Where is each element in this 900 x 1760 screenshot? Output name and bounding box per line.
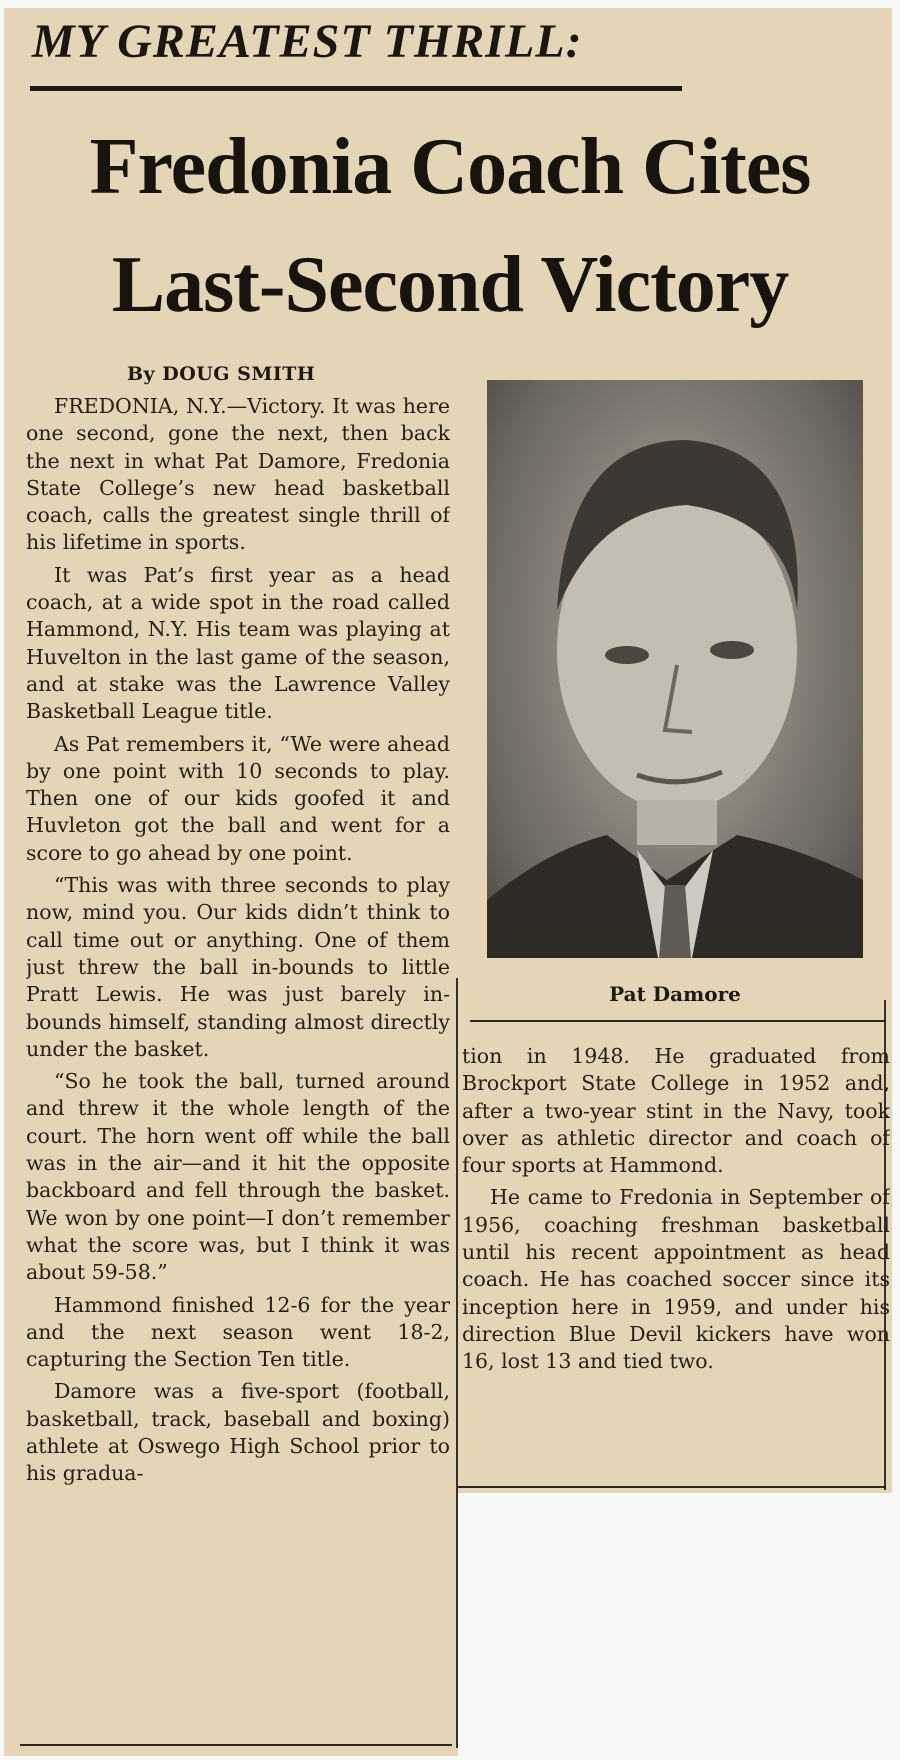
column-divider bbox=[456, 978, 458, 1748]
byline: By DOUG SMITH bbox=[127, 363, 316, 385]
kicker-underline bbox=[30, 86, 682, 91]
photo-caption: Pat Damore bbox=[609, 982, 741, 1006]
paragraph: He came to Fredonia in September of 1956, coaching freshman basketball until his recent appointment as head coach. He has coached soccer since its inception here in 1959, and under his direction Blue Devil kickers have won 16, lost 13 and tied two. bbox=[462, 1185, 890, 1374]
paragraph: Damore was a five-sport (football, basketball, track, baseball and boxing) athlete at Oswego High School prior to his gradua- bbox=[26, 1379, 450, 1486]
article-right-column bbox=[462, 1043, 890, 1479]
paragraph: “This was with three seconds to play now, mind you. Our kids didn’t think to call time out or anything. One of them just threw the ball in-bounds to little Pratt Lewis. He was just barely in-bounds himself, standing almost directly under the basket. bbox=[26, 873, 450, 1061]
column-end-rule bbox=[458, 1486, 886, 1488]
portrait-icon bbox=[487, 380, 863, 958]
paragraph: It was Pat’s first year as a head coach, at a wide spot in the road called Hammond, N.Y. His team was playing at Huvelton in the last game of the season, and at stake was the Lawrence Valley Basketball League title. bbox=[26, 562, 450, 724]
headline-line-1: Fredonia Coach Cites bbox=[89, 123, 811, 211]
paragraph: “So he took the ball, turned around and threw it the whole length of the court. The horn went off while the ball was in the air—and it hit the opposite backboard and fell through the basket. We won by one point—I don’t remember what the score was, but I think it was about 59-58.” bbox=[26, 1069, 450, 1285]
paragraph: As Pat remembers it, “We were ahead by one point with 10 seconds to play. Then one of our kids goofed it and Huvleton got the ball and went for a score to go ahead by one point. bbox=[26, 731, 450, 865]
bottom-rule bbox=[20, 1744, 452, 1746]
paragraph: tion in 1948. He graduated from Brockport State College in 1952 and, after a two-year stint in the Navy, took over as athletic director and coach of four sports at Hammond. bbox=[462, 1044, 890, 1178]
paragraph: FREDONIA, N.Y.—Victory. It was here one second, gone the next, then back the next in what Pat Damore, Fredonia State College’s new head basketball coach, calls the greatest single thrill of his lifetime in sports. bbox=[26, 394, 450, 555]
torn-corner-blank bbox=[458, 1493, 900, 1760]
section-kicker: MY GREATEST THRILL: bbox=[32, 15, 583, 68]
headline bbox=[20, 108, 880, 344]
paragraph: Hammond finished 12-6 for the year and the next season went 18-2, capturing the Section Ten title. bbox=[26, 1292, 450, 1372]
article-left-column bbox=[26, 393, 450, 1738]
headline-line-2: Last-Second Victory bbox=[111, 241, 789, 329]
portrait-photo bbox=[487, 380, 863, 958]
caption-rule bbox=[470, 1020, 886, 1022]
